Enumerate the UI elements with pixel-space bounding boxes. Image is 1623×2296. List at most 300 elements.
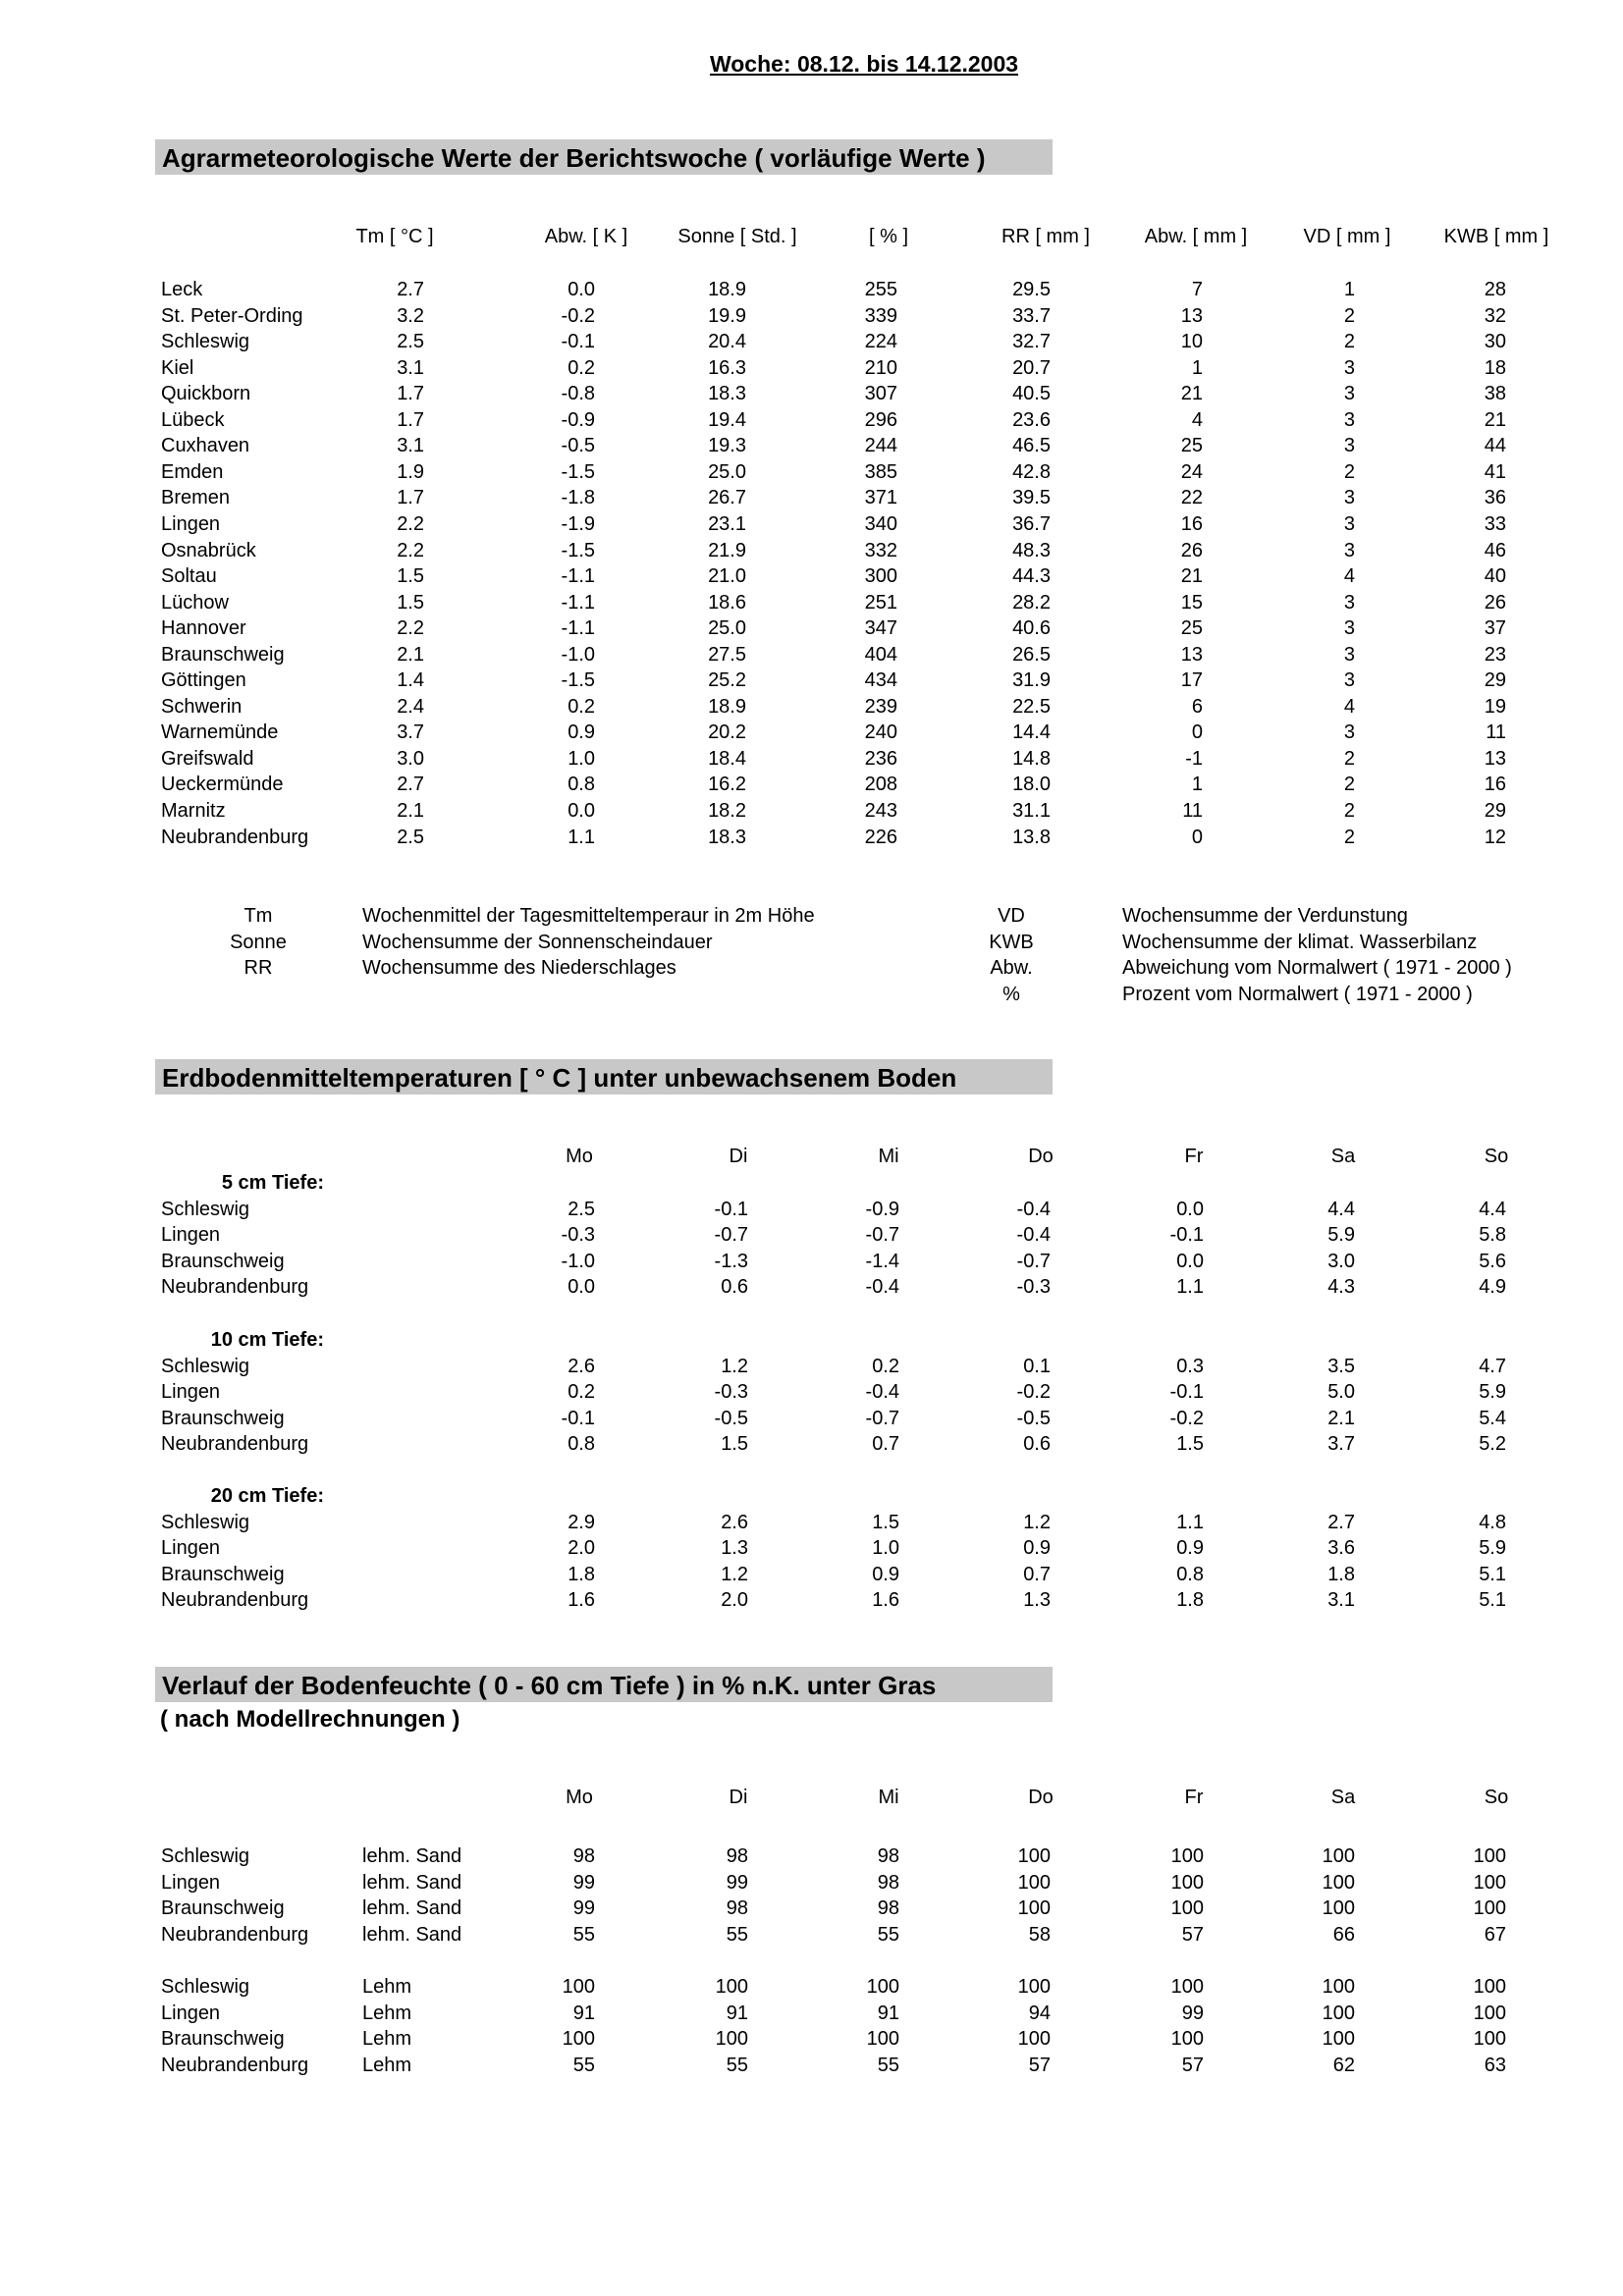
table-cell: 1.1 [1176,1512,1204,1533]
station-name: Schwerin [161,696,243,718]
table-cell: -0.7 [714,1224,748,1246]
table-cell: 100 [562,2028,595,2050]
station-name: Braunschweig [161,2028,285,2050]
table-cell: 3 [1343,409,1355,431]
station-name: Neubrandenburg [161,2055,309,2076]
table-cell: 100 [1473,1872,1506,1894]
table-cell: 18.2 [708,800,746,822]
table-cell: 236 [864,748,897,770]
day-header: Di [729,1787,748,1808]
table-cell: 5.6 [1479,1251,1506,1272]
table-cell: 98 [726,1845,748,1867]
table-cell: 17 [1180,669,1203,691]
table-cell: 2 [1343,774,1355,795]
table-cell: 100 [1017,2028,1051,2050]
table-cell: 0.0 [568,279,595,300]
table-cell: 55 [726,2055,748,2076]
table-cell: 21.0 [708,565,746,587]
table-cell: 39.5 [1012,487,1051,508]
table-cell: 32.7 [1012,331,1051,352]
table-cell: 2.5 [397,331,424,352]
table-cell: 5.9 [1327,1224,1355,1246]
table-cell: 44.3 [1012,565,1051,587]
table-cell: 11 [1486,721,1506,743]
table-cell: 0.0 [568,800,595,822]
table-cell: 14.8 [1012,748,1051,770]
column-header: Abw. [ mm ] [1144,226,1248,247]
table-cell: -0.3 [714,1381,748,1403]
table-cell: -1.0 [561,644,595,666]
table-cell: 340 [864,513,897,535]
soil-type: lehm. Sand [362,1924,462,1946]
table-cell: 5.1 [1479,1589,1506,1611]
table-cell: -0.9 [561,409,595,431]
table-cell: 23 [1484,644,1506,666]
table-cell: 1.2 [1023,1512,1051,1533]
table-cell: 55 [572,1924,595,1946]
table-cell: 40 [1484,565,1506,587]
table-cell: 100 [1017,1872,1051,1894]
table-cell: 100 [866,2028,899,2050]
table-cell: 0.9 [1023,1537,1051,1559]
section-title: Erdbodenmitteltemperaturen [ ° C ] unter unbewachsenem Boden [162,1063,957,1093]
legend-abbreviation: Abw. [990,957,1033,979]
table-cell: 0.2 [568,1381,595,1403]
table-cell: 46 [1484,540,1506,561]
table-cell: 100 [562,1976,595,1998]
soil-type: lehm. Sand [362,1845,462,1867]
table-cell: 1 [1343,279,1355,300]
table-cell: -1 [1185,748,1203,770]
station-name: Lingen [161,513,221,535]
station-name: Warnemünde [161,721,279,743]
station-name: Lingen [161,1872,221,1894]
table-cell: 1.4 [397,669,424,691]
table-cell: 26 [1180,540,1203,561]
table-cell: 4.9 [1479,1276,1506,1298]
station-name: St. Peter-Ording [161,305,303,327]
station-name: Lübeck [161,409,225,431]
table-cell: -1.4 [865,1251,899,1272]
legend-description: Wochensumme der klimat. Wasserbilanz [1122,932,1478,953]
table-cell: 0.2 [568,696,595,718]
table-cell: 3.1 [397,357,424,379]
table-cell: 91 [572,2002,595,2024]
station-name: Schleswig [161,1199,250,1220]
table-cell: 2.2 [397,617,424,639]
table-cell: 1.7 [397,487,424,508]
table-cell: 16 [1484,774,1506,795]
table-cell: 3 [1343,513,1355,535]
table-cell: 2.9 [568,1512,595,1533]
table-cell: 3.6 [1327,1537,1355,1559]
table-cell: 18.3 [708,827,746,848]
table-cell: 13 [1484,748,1506,770]
model-note: ( nach Modellrechnungen ) [160,1706,460,1733]
day-header: Sa [1330,1787,1356,1808]
table-cell: -1.1 [561,592,595,614]
table-cell: 226 [864,827,897,848]
table-cell: -0.4 [1016,1199,1051,1220]
table-cell: 100 [1473,2028,1506,2050]
station-name: Schleswig [161,331,250,352]
table-cell: 100 [1170,1897,1204,1919]
table-cell: -0.1 [1169,1381,1204,1403]
table-cell: 210 [864,357,897,379]
table-cell: 10 [1180,331,1203,352]
day-header: Mo [566,1787,593,1808]
station-name: Neubrandenburg [161,1589,309,1611]
table-cell: 20.2 [708,721,746,743]
table-cell: -0.4 [865,1276,899,1298]
table-cell: 29.5 [1012,279,1051,300]
table-cell: 3.2 [397,305,424,327]
legend-abbreviation: Tm [243,905,273,927]
table-cell: 2 [1343,827,1355,848]
table-cell: 100 [1473,1845,1506,1867]
table-cell: -0.1 [714,1199,748,1220]
table-cell: 2.2 [397,540,424,561]
station-name: Cuxhaven [161,435,250,456]
table-cell: 1 [1191,774,1203,795]
table-cell: 2.6 [568,1356,595,1377]
table-cell: 21 [1484,409,1506,431]
table-cell: 0.8 [1176,1564,1204,1585]
table-cell: -1.5 [561,669,595,691]
table-cell: 2.1 [1327,1408,1355,1429]
table-cell: 29 [1484,800,1506,822]
table-cell: 24 [1180,461,1203,483]
table-cell: 57 [1181,2055,1204,2076]
table-cell: 3 [1343,644,1355,666]
table-cell: 99 [1181,2002,1204,2024]
table-cell: 19.9 [708,305,746,327]
table-cell: 1.2 [721,1564,748,1585]
table-cell: 0.7 [872,1433,899,1455]
table-cell: 2.5 [397,827,424,848]
table-cell: 98 [877,1845,899,1867]
station-name: Göttingen [161,669,246,691]
table-cell: -0.7 [865,1224,899,1246]
station-name: Emden [161,461,224,483]
table-cell: 224 [864,331,897,352]
table-cell: 98 [726,1897,748,1919]
table-cell: 98 [877,1872,899,1894]
table-cell: -1.8 [561,487,595,508]
table-cell: 91 [726,2002,748,2024]
table-cell: 16.2 [708,774,746,795]
table-cell: 18 [1484,357,1506,379]
table-cell: 4.3 [1327,1276,1355,1298]
table-cell: -0.5 [561,435,595,456]
table-cell: 18.9 [708,279,746,300]
table-cell: 18.3 [708,383,746,404]
station-name: Schleswig [161,1512,250,1533]
depth-label: 10 cm Tiefe: [210,1329,324,1351]
table-cell: 3 [1343,669,1355,691]
table-cell: 100 [1322,1872,1355,1894]
table-cell: 1.7 [397,383,424,404]
table-cell: 26.7 [708,487,746,508]
table-cell: 0.0 [1176,1251,1204,1272]
table-cell: -0.1 [561,331,595,352]
table-cell: 2.7 [1327,1512,1355,1533]
table-cell: 4.4 [1327,1199,1355,1220]
day-header: Mi [878,1787,899,1808]
station-name: Bremen [161,487,231,508]
table-cell: 296 [864,409,897,431]
legend-description: Prozent vom Normalwert ( 1971 - 2000 ) [1122,984,1473,1005]
table-cell: 1.5 [397,592,424,614]
table-cell: 33.7 [1012,305,1051,327]
table-cell: 7 [1191,279,1203,300]
table-cell: 2.7 [397,774,424,795]
section-band-agrarmeteorology [155,139,1053,175]
legend-description: Wochenmittel der Tagesmitteltemperaur in 2m Höhe [362,905,815,927]
table-cell: 100 [1170,1845,1204,1867]
table-cell: 100 [1322,2002,1355,2024]
table-cell: -1.3 [714,1251,748,1272]
table-cell: -0.7 [1016,1251,1051,1272]
depth-label: 5 cm Tiefe: [221,1172,324,1194]
table-cell: 2.1 [397,800,424,822]
station-name: Quickborn [161,383,251,404]
table-cell: 0.1 [1023,1356,1051,1377]
table-cell: 3 [1343,540,1355,561]
table-cell: 0 [1191,827,1203,848]
table-cell: -1.5 [561,540,595,561]
table-cell: 1.3 [1023,1589,1051,1611]
station-name: Neubrandenburg [161,827,309,848]
table-cell: 251 [864,592,897,614]
table-cell: 2.7 [397,279,424,300]
table-cell: 2.6 [721,1512,748,1533]
table-cell: 28 [1484,279,1506,300]
table-cell: 26.5 [1012,644,1051,666]
station-name: Braunschweig [161,644,285,666]
table-cell: -0.3 [1016,1276,1051,1298]
table-cell: 100 [1017,1845,1051,1867]
table-cell: 14.4 [1012,721,1051,743]
table-cell: 62 [1332,2055,1355,2076]
table-cell: 3.0 [397,748,424,770]
station-name: Lingen [161,1381,221,1403]
table-cell: 21 [1180,565,1203,587]
table-cell: 0.6 [1023,1433,1051,1455]
table-cell: 3.1 [1327,1589,1355,1611]
column-header: Sonne [ Std. ] [677,226,797,247]
table-cell: 5.4 [1479,1408,1506,1429]
table-cell: 1.3 [721,1537,748,1559]
table-cell: 3 [1343,487,1355,508]
table-cell: 46.5 [1012,435,1051,456]
table-cell: 339 [864,305,897,327]
table-cell: 48.3 [1012,540,1051,561]
table-cell: 100 [1322,1897,1355,1919]
table-cell: 67 [1484,1924,1506,1946]
table-cell: 100 [1322,1845,1355,1867]
day-header: Fr [1184,1146,1204,1167]
table-cell: 4 [1191,409,1203,431]
table-cell: 55 [877,1924,899,1946]
table-cell: 32 [1484,305,1506,327]
station-name: Hannover [161,617,246,639]
table-cell: 2 [1343,461,1355,483]
table-cell: 100 [1170,1976,1204,1998]
table-cell: 2.0 [568,1537,595,1559]
table-cell: -0.2 [1169,1408,1204,1429]
table-cell: 38 [1484,383,1506,404]
table-cell: 22 [1180,487,1203,508]
table-cell: 1 [1191,357,1203,379]
table-cell: 98 [572,1845,595,1867]
table-cell: 57 [1181,1924,1204,1946]
table-cell: 25.0 [708,617,746,639]
table-cell: -0.2 [1016,1381,1051,1403]
table-cell: 100 [1322,2028,1355,2050]
table-cell: 2.0 [721,1589,748,1611]
day-header: Di [729,1146,748,1167]
table-cell: 55 [877,2055,899,2076]
table-cell: 44 [1484,435,1506,456]
table-cell: 100 [715,2028,748,2050]
table-cell: -1.5 [561,461,595,483]
table-cell: 18.6 [708,592,746,614]
table-cell: 4.4 [1479,1199,1506,1220]
table-cell: 57 [1028,2055,1051,2076]
table-cell: 3 [1343,721,1355,743]
station-name: Neubrandenburg [161,1276,309,1298]
section-title: Verlauf der Bodenfeuchte ( 0 - 60 cm Tiefe ) in % n.K. unter Gras [162,1671,937,1700]
table-cell: 66 [1332,1924,1355,1946]
table-cell: 13 [1180,644,1203,666]
table-cell: 16.3 [708,357,746,379]
table-cell: -1.9 [561,513,595,535]
table-cell: -0.1 [561,1408,595,1429]
table-cell: 15 [1180,592,1203,614]
table-cell: 243 [864,800,897,822]
day-header: So [1484,1787,1509,1808]
table-cell: 55 [572,2055,595,2076]
table-cell: 11 [1182,800,1203,822]
station-name: Lingen [161,1537,221,1559]
table-cell: 30 [1484,331,1506,352]
table-cell: 13 [1180,305,1203,327]
table-cell: 99 [726,1872,748,1894]
station-name: Marnitz [161,800,226,822]
table-cell: -0.5 [714,1408,748,1429]
table-cell: -1.0 [561,1251,595,1272]
table-cell: -0.2 [561,305,595,327]
table-cell: 2 [1343,331,1355,352]
table-cell: -0.8 [561,383,595,404]
table-cell: 3.5 [1327,1356,1355,1377]
table-cell: 37 [1484,617,1506,639]
station-name: Greifswald [161,748,254,770]
soil-type: Lehm [362,2028,412,2050]
table-cell: 2 [1343,748,1355,770]
table-cell: 434 [864,669,897,691]
table-cell: 100 [1322,1976,1355,1998]
table-cell: 23.6 [1012,409,1051,431]
table-cell: 19.3 [708,435,746,456]
table-cell: 3.7 [397,721,424,743]
table-cell: 29 [1484,669,1506,691]
legend-abbreviation: Sonne [230,932,287,953]
station-name: Neubrandenburg [161,1433,309,1455]
table-cell: 1.5 [872,1512,899,1533]
day-header: Do [1028,1146,1054,1167]
table-cell: 42.8 [1012,461,1051,483]
table-cell: 2 [1343,305,1355,327]
table-cell: 1.9 [397,461,424,483]
table-cell: 100 [1473,2002,1506,2024]
station-name: Ueckermünde [161,774,284,795]
table-cell: -0.3 [561,1224,595,1246]
table-cell: 100 [1017,1897,1051,1919]
table-cell: 0.9 [1176,1537,1204,1559]
table-cell: 2.2 [397,513,424,535]
table-cell: 1.6 [872,1589,899,1611]
day-header: Sa [1330,1146,1356,1167]
table-cell: 0.0 [1176,1199,1204,1220]
section-band-soil-temperature [155,1059,1053,1095]
table-cell: 371 [864,487,897,508]
table-cell: -0.4 [1016,1224,1051,1246]
table-cell: 40.6 [1012,617,1051,639]
table-cell: 1.0 [872,1537,899,1559]
table-cell: 0.9 [568,721,595,743]
station-name: Schleswig [161,1976,250,1998]
table-cell: 99 [572,1897,595,1919]
table-cell: 100 [1473,1897,1506,1919]
table-cell: 5.9 [1479,1381,1506,1403]
table-cell: 99 [572,1872,595,1894]
table-cell: 25.2 [708,669,746,691]
table-cell: 5.1 [1479,1564,1506,1585]
station-name: Schleswig [161,1845,250,1867]
table-cell: 300 [864,565,897,587]
station-name: Soltau [161,565,217,587]
table-cell: 1.8 [568,1564,595,1585]
table-cell: 27.5 [708,644,746,666]
depth-label: 20 cm Tiefe: [210,1485,324,1507]
day-header: Do [1028,1787,1054,1808]
table-cell: 2.5 [568,1199,595,1220]
legend-abbreviation: KWB [989,932,1034,953]
table-cell: 33 [1484,513,1506,535]
table-cell: 20.7 [1012,357,1051,379]
table-cell: 5.2 [1479,1433,1506,1455]
legend-abbreviation: VD [998,905,1025,927]
table-cell: 332 [864,540,897,561]
table-cell: 23.1 [708,513,746,535]
table-cell: 25 [1180,435,1203,456]
table-cell: -0.9 [865,1199,899,1220]
day-header: Mo [566,1146,593,1167]
table-cell: 20.4 [708,331,746,352]
table-cell: 63 [1484,2055,1506,2076]
table-cell: 1.2 [721,1356,748,1377]
table-cell: 239 [864,696,897,718]
section-title: Agrarmeteorologische Werte der Berichtswoche ( vorläufige Werte ) [162,143,986,173]
table-cell: -1.1 [561,565,595,587]
table-cell: 1.6 [568,1589,595,1611]
table-cell: 91 [877,2002,899,2024]
table-cell: -0.7 [865,1408,899,1429]
table-cell: 0.0 [568,1276,595,1298]
table-cell: 0.2 [568,357,595,379]
